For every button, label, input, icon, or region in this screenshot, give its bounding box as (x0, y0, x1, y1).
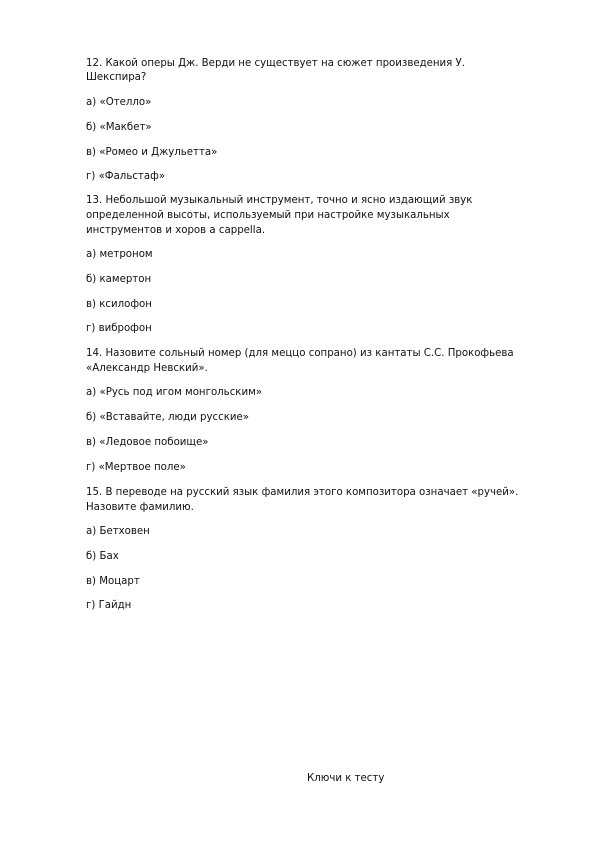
question-13-text-line-2: определенной высоты, используемый при настройке музыкальных (86, 210, 450, 221)
question-15-option-c: в) Моцарт (86, 576, 140, 587)
question-14-text-line-2: «Александр Невский». (86, 363, 208, 374)
question-12-text-line-2: Шекспира? (86, 72, 147, 83)
question-15-option-a: а) Бетховен (86, 526, 150, 537)
question-12-option-c: в) «Ромео и Джульетта» (86, 147, 218, 158)
question-15-text-line-2: Назовите фамилию. (86, 502, 194, 513)
question-13-option-a: а) метроном (86, 249, 153, 260)
question-15-text-line-1: 15. В переводе на русский язык фамилия этого композитора означает «ручей». (86, 487, 519, 498)
question-14-option-b: б) «Вставайте, люди русские» (86, 412, 250, 423)
question-12-option-a: а) «Отелло» (86, 97, 152, 108)
question-14-option-c: в) «Ледовое побоище» (86, 437, 209, 448)
question-13-text-line-1: 13. Небольшой музыкальный инструмент, точно и ясно издающий звук (86, 195, 473, 206)
question-12-option-d: г) «Фальстаф» (86, 171, 166, 182)
question-13-option-d: г) виброфон (86, 323, 152, 334)
question-14-option-a: а) «Русь под игом монгольским» (86, 387, 262, 398)
question-14-option-d: г) «Мертвое поле» (86, 462, 186, 473)
question-15-option-d: г) Гайдн (86, 600, 132, 611)
question-12-text-line-1: 12. Какой оперы Дж. Верди не существует на сюжет произведения У. (86, 58, 465, 69)
question-12-option-b: б) «Макбет» (86, 122, 152, 133)
question-13-option-c: в) ксилофон (86, 299, 152, 310)
question-13-option-b: б) камертон (86, 274, 152, 285)
answer-key-heading: Ключи к тесту (307, 773, 385, 784)
question-13-text-line-3: инструментов и хоров a cappella. (86, 225, 266, 236)
question-14-text-line-1: 14. Назовите сольный номер (для меццо сопрано) из кантаты С.С. Прокофьева (86, 348, 514, 359)
question-15-option-b: б) Бах (86, 551, 119, 562)
